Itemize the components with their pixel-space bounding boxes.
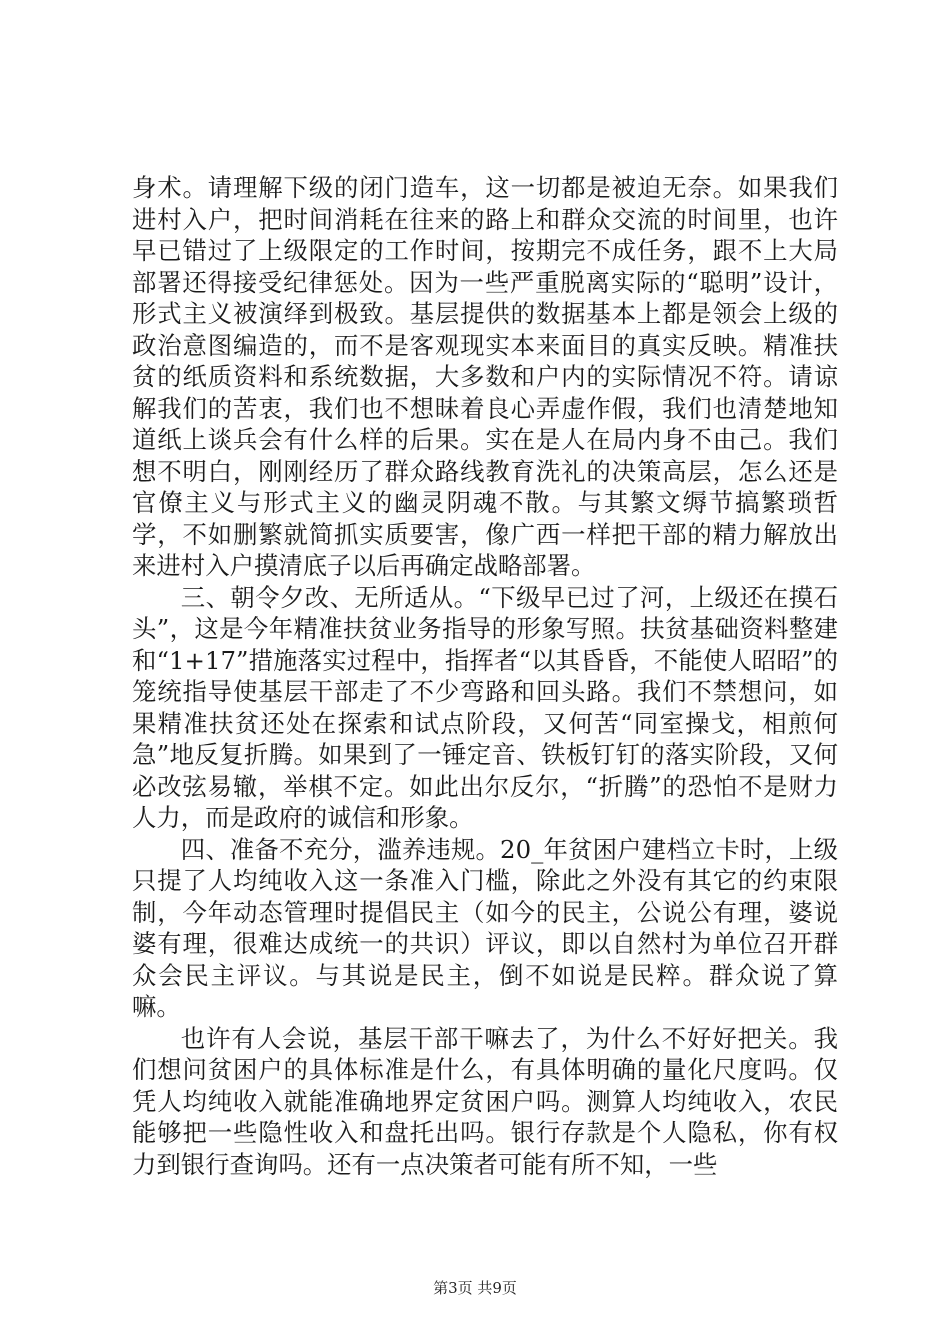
paragraph-2: 三、朝令夕改、无所适从。“下级早已过了河，上级还在摸石头”，这是今年精准扶贫业务指导的形象写照。扶贫基础资料整建和“1+17”措施落实过程中，指挥者“以其昏昏，不能使人昭昭”的笼统指导使基层干部走了不少弯路和回头路。我们不禁想问，如果精准扶贫还处在探索和试点阶段，又何苦“同室操戈，相煎何急”地反复折腾。如果到了一锤定音、铁板钉钉的落实阶段，又何必改弦易辙，举棋不定。如此出尔反尔，“折腾”的恐怕不是财力人力，而是政府的诚信和形象。 <box>132 582 838 832</box>
document-body <box>132 172 838 1180</box>
page-number-footer: 第3页 共9页 <box>433 1279 517 1297</box>
paragraph-4: 也许有人会说，基层干部干嘛去了，为什么不好好把关。我们想问贫困户的具体标准是什么，有具体明确的量化尺度吗。仅凭人均纯收入就能准确地界定贫困户吗。测算人均纯收入，农民能够把一些隐性收入和盘托出吗。银行存款是个人隐私，你有权力到银行查询吗。还有一点决策者可能有所不知，一些 <box>132 1023 838 1179</box>
paragraph-3: 四、准备不充分，滥养违规。20_年贫困户建档立卡时，上级只提了人均纯收入这一条准入门槛，除此之外没有其它的约束限制，今年动态管理时提倡民主（如今的民主，公说公有理，婆说婆有理，很难达成统一的共识）评议，即以自然村为单位召开群众会民主评议。与其说是民主，倒不如说是民粹。群众说了算嘛。 <box>132 834 838 1021</box>
paragraph-1: 身术。请理解下级的闭门造车，这一切都是被迫无奈。如果我们进村入户，把时间消耗在往来的路上和群众交流的时间里，也许早已错过了上级限定的工作时间，按期完不成任务，跟不上大局部署还得接受纪律惩处。因为一些严重脱离实际的“聪明”设计，形式主义被演绎到极致。基层提供的数据基本上都是领会上级的政治意图编造的，而不是客观现实本来面目的真实反映。精准扶贫的纸质资料和系统数据，大多数和户内的实际情况不符。请谅解我们的苦衷，我们也不想昧着良心弄虚作假，我们也清楚地知道纸上谈兵会有什么样的后果。实在是人在局内身不由己。我们想不明白，刚刚经历了群众路线教育洗礼的决策高层，怎么还是官僚主义与形式主义的幽灵阴魂不散。与其繁文缛节搞繁琐哲学，不如删繁就简抓实质要害，像广西一样把干部的精力解放出来进村入户摸清底子以后再确定战略部署。 <box>132 173 838 580</box>
